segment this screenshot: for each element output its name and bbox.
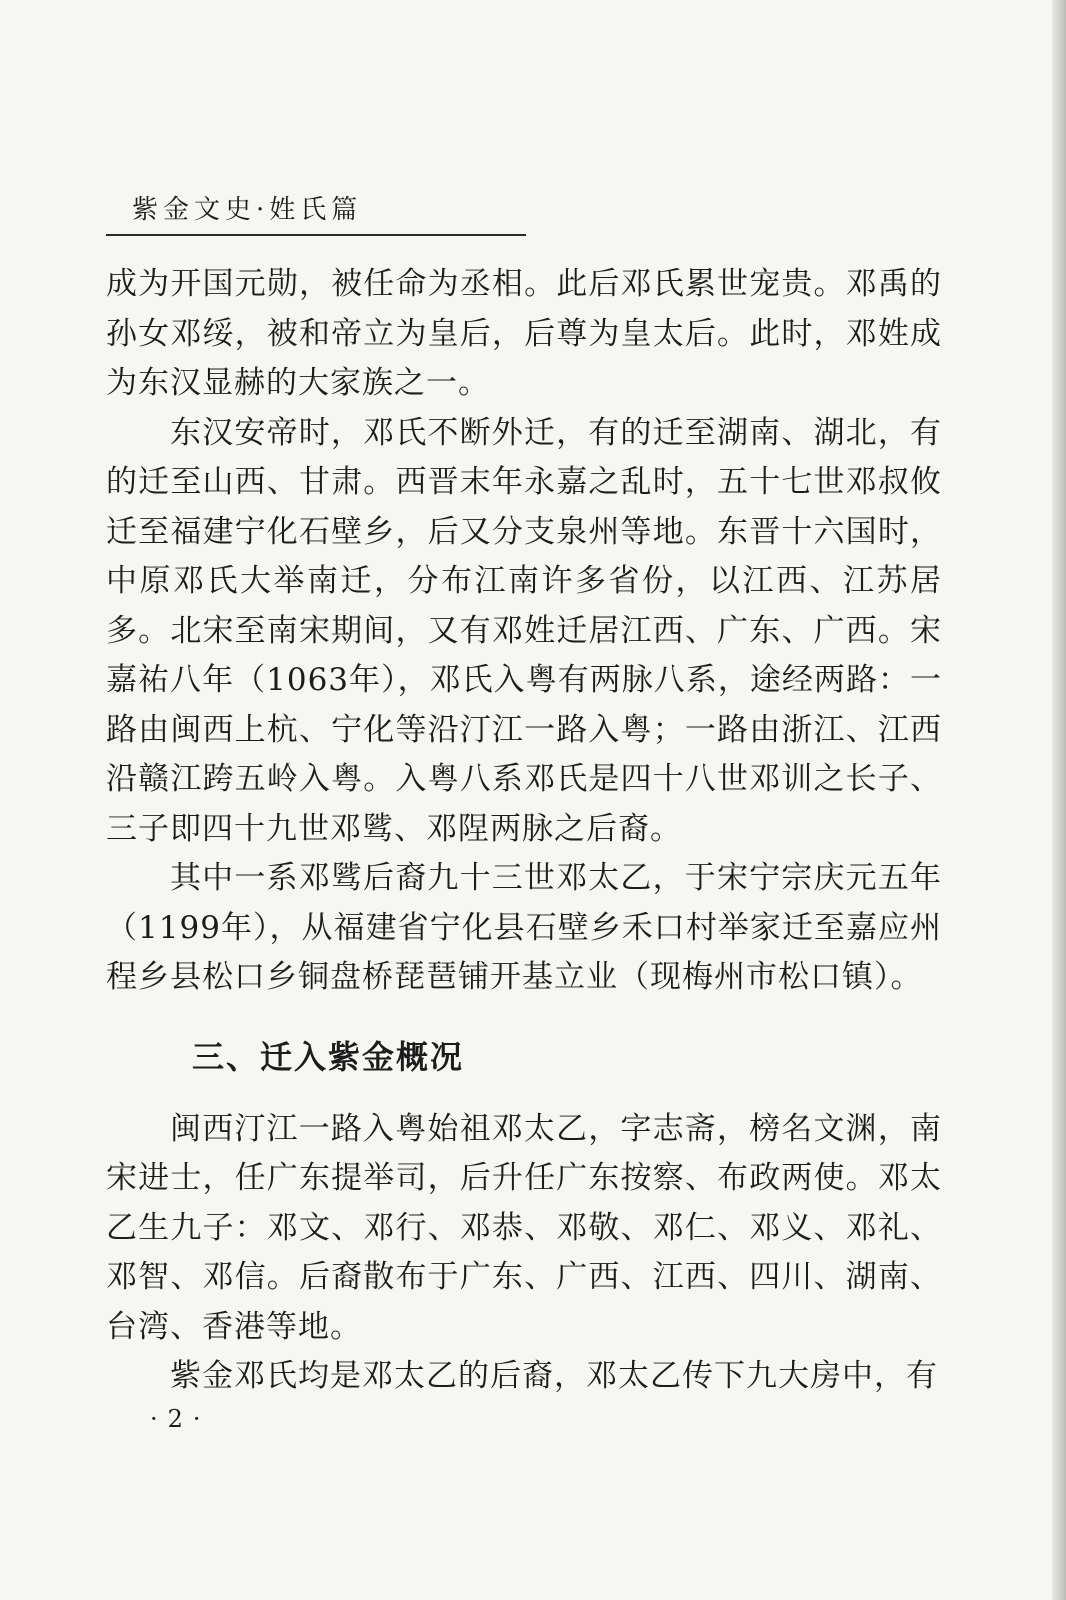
- paragraph: 紫金邓氏均是邓太乙的后裔，邓太乙传下九大房中，有: [170, 1358, 938, 1394]
- scan-edge: [1052, 0, 1066, 1600]
- paragraph: 东汉安帝时，邓氏不断外迁，有的迁至湖南、湖北，有的迁至山西、甘肃。西晋末年永嘉之乱时，五十七世邓叔攸迁至福建宁化石壁乡，后又分支泉州等地。东晋十六国时，中原邓氏大举南迁，分布江南许多省份，以江西、江苏居多。北宋至南宋期间，又有邓姓迁居江西、广东、广西。宋嘉祐八年（1063年），邓氏入粤有两脉八系，途经两路：一路由闽西上杭、宁化等沿汀江一路入粤；一路由浙江、江西沿赣江跨五岭入粤。入粤八系邓氏是四十八世邓训之长子、三子即四十九世邓骘、邓陧两脉之后裔。: [106, 414, 942, 847]
- section-heading: 三、迁入紫金概况: [192, 1037, 465, 1076]
- body-text: [106, 260, 942, 1402]
- paragraph: 其中一系邓骘后裔九十三世邓太乙，于宋宁宗庆元五年（1199年），从福建省宁化县石壁乡禾口村举家迁至嘉应州程乡县松口乡铜盘桥琵琶铺开基立业（现梅州市松口镇）。: [106, 860, 942, 995]
- page-header: [106, 190, 526, 236]
- page-number: ·2·: [150, 1405, 211, 1433]
- paragraph: 闽西汀江一路入粤始祖邓太乙，字志斋，榜名文渊，南宋进士，任广东提举司，后升任广东按察、布政两使。邓太乙生九子：邓文、邓行、邓恭、邓敬、邓仁、邓义、邓礼、邓智、邓信。后裔散布于广东、广西、江西、四川、湖南、台湾、香港等地。: [106, 1110, 942, 1345]
- running-head: 紫金文史·姓氏篇: [132, 195, 363, 225]
- header-rule: [106, 234, 526, 236]
- paragraph-continued: 成为开国元勋，被任命为丞相。此后邓氏累世宠贵。邓禹的孙女邓绥，被和帝立为皇后，后尊为皇太后。此时，邓姓成为东汉显赫的大家族之一。: [106, 266, 942, 401]
